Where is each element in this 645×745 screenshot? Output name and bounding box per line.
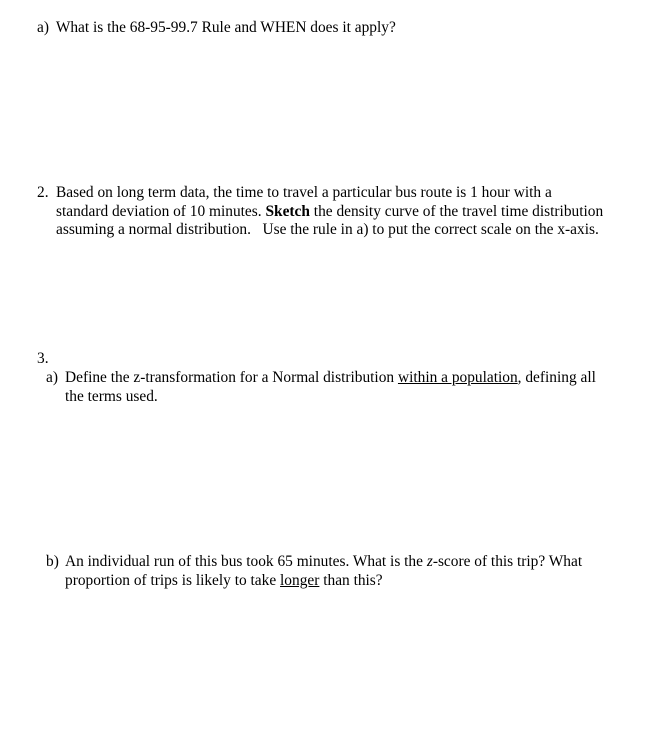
question-3-number: 3. [37,350,49,367]
z-variable: z [426,553,433,570]
question-3a-line-1 [65,369,596,388]
question-2-line-2-end: the density curve of the travel time distribution [313,202,604,220]
question-1a-text: What is the 68-95-99.7 Rule and WHEN does it apply? [55,19,396,36]
question-3b [65,553,582,590]
question-1a-marker: a) [37,19,49,36]
question-3b-marker: b) [46,553,59,570]
question-3a-line-1-end: , defining all [517,369,596,386]
question-2 [56,184,603,240]
question-1a [37,19,396,38]
question-3b-line-1-end: -score of this trip? What [432,553,583,570]
question-2-marker: 2. [37,184,49,201]
question-3a [65,369,596,406]
question-3a-line-1-start: Define the z-transformation for a Normal distribution [65,369,395,386]
question-2-line-3: assuming a normal distribution. Use the rule in a) to put the correct scale on the x-axis. [56,221,599,238]
question-3b-line-1-start: An individual run of this bus took 65 minutes. What is the [65,553,423,570]
question-2-line-1: Based on long term data, the time to travel a particular bus route is 1 hour with a [56,184,552,201]
longer-word: longer [280,571,320,589]
question-2-line-2 [56,203,603,222]
question-3b-line-2 [65,572,582,591]
question-3a-marker: a) [46,369,58,386]
within-a-population-phrase: within a population [397,369,518,386]
question-3b-line-2-end: than this? [323,571,383,589]
question-3b-line-2-start: proportion of trips is likely to take [65,571,277,589]
question-3a-line-2: the terms used. [65,387,158,405]
question-2-line-2-start: standard deviation of 10 minutes. [56,202,262,220]
question-3b-line-1 [65,553,582,572]
sketch-keyword: Sketch [265,202,310,220]
